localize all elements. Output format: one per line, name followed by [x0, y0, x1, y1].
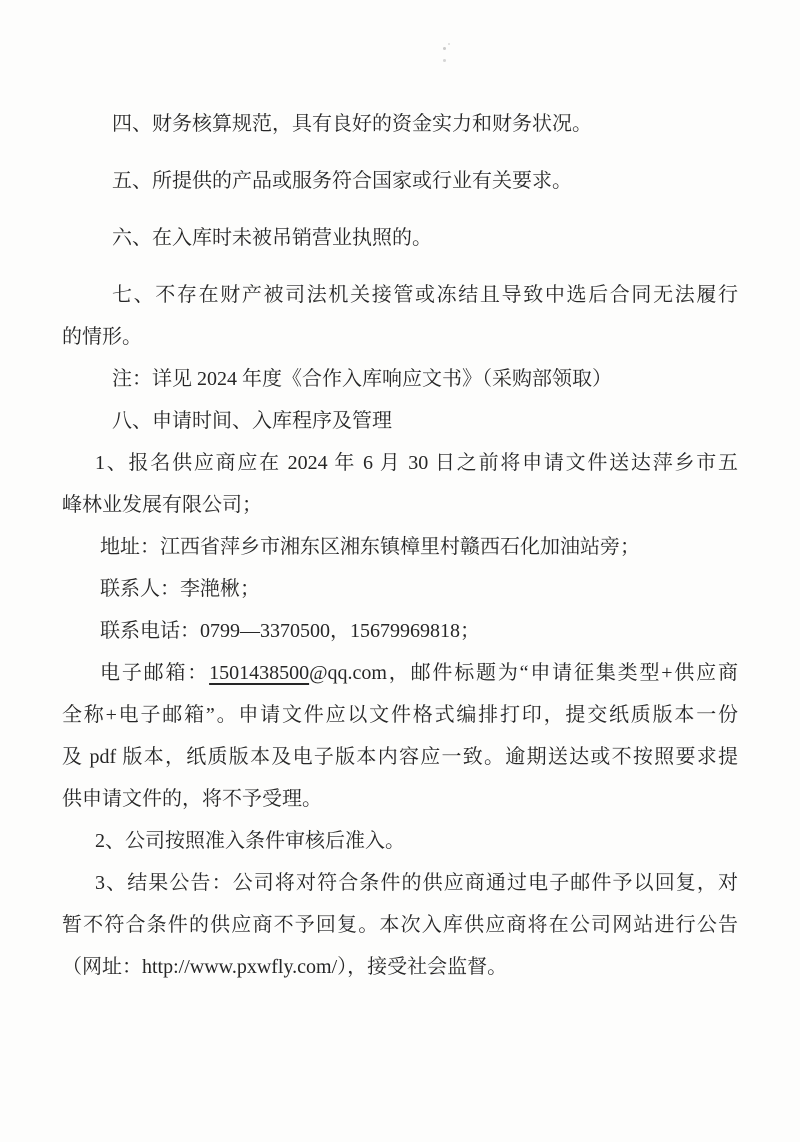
document-line — [62, 610, 738, 652]
document-line — [62, 904, 738, 946]
text-segment: @qq.com，邮件标题为“申请征集类型+供应商 — [309, 662, 738, 684]
document-content — [62, 103, 738, 988]
text-segment: 1、报名供应商应在 2024 年 6 月 30 日之前将申请文件送达萍乡市五 — [95, 452, 738, 474]
text-segment: 联系电话：0799—3370500，15679969818； — [100, 620, 480, 642]
document-line — [62, 103, 738, 145]
document-line — [62, 217, 738, 259]
text-segment: 2、公司按照准入条件审核后准入。 — [95, 830, 405, 852]
text-segment: 注：详见 2024 年度《合作入库响应文书》（采购部领取） — [112, 368, 612, 390]
document-line — [62, 778, 738, 820]
document-line — [62, 400, 738, 442]
document-line — [62, 526, 738, 568]
document-line — [62, 820, 738, 862]
text-segment: 八、申请时间、入库程序及管理 — [112, 410, 392, 432]
text-segment: 的情形。 — [62, 326, 142, 348]
text-segment: 五、所提供的产品或服务符合国家或行业有关要求。 — [112, 170, 572, 192]
scan-artifact — [448, 43, 450, 45]
text-segment: 电子邮箱： — [100, 662, 210, 684]
underlined-email-number: 1501438500 — [209, 662, 310, 684]
text-segment: 六、在入库时未被吊销营业执照的。 — [112, 227, 432, 249]
scan-artifact — [443, 59, 446, 62]
document-line — [62, 862, 738, 904]
text-segment: 供申请文件的，将不予受理。 — [62, 788, 322, 810]
document-line — [62, 160, 738, 202]
document-line — [62, 484, 738, 526]
text-segment: 3、结果公告：公司将对符合条件的供应商通过电子邮件予以回复，对 — [95, 872, 738, 894]
document-line — [62, 358, 738, 400]
text-segment: 暂不符合条件的供应商不予回复。本次入库供应商将在公司网站进行公告 — [62, 914, 738, 936]
scan-artifact — [443, 47, 446, 50]
document-line — [62, 652, 738, 694]
document-line — [62, 442, 738, 484]
text-segment: 峰林业发展有限公司； — [62, 494, 262, 516]
document-line — [62, 568, 738, 610]
text-segment: 七、不存在财产被司法机关接管或冻结且导致中选后合同无法履行 — [112, 284, 738, 306]
text-segment: 联系人：李滟楸； — [100, 578, 260, 600]
text-segment: 四、财务核算规范，具有良好的资金实力和财务状况。 — [112, 113, 592, 135]
text-segment: 地址：江西省萍乡市湘东区湘东镇樟里村赣西石化加油站旁； — [100, 536, 640, 558]
text-segment: （网址：http://www.pxwfly.com/），接受社会监督。 — [62, 956, 508, 978]
document-line — [62, 316, 738, 358]
text-segment: 全称+电子邮箱”。申请文件应以文件格式编排打印，提交纸质版本一份 — [62, 704, 738, 726]
document-line — [62, 736, 738, 778]
document-line — [62, 274, 738, 316]
text-segment: 及 pdf 版本，纸质版本及电子版本内容应一致。逾期送达或不按照要求提 — [62, 746, 738, 768]
document-line — [62, 946, 738, 988]
document-line — [62, 694, 738, 736]
